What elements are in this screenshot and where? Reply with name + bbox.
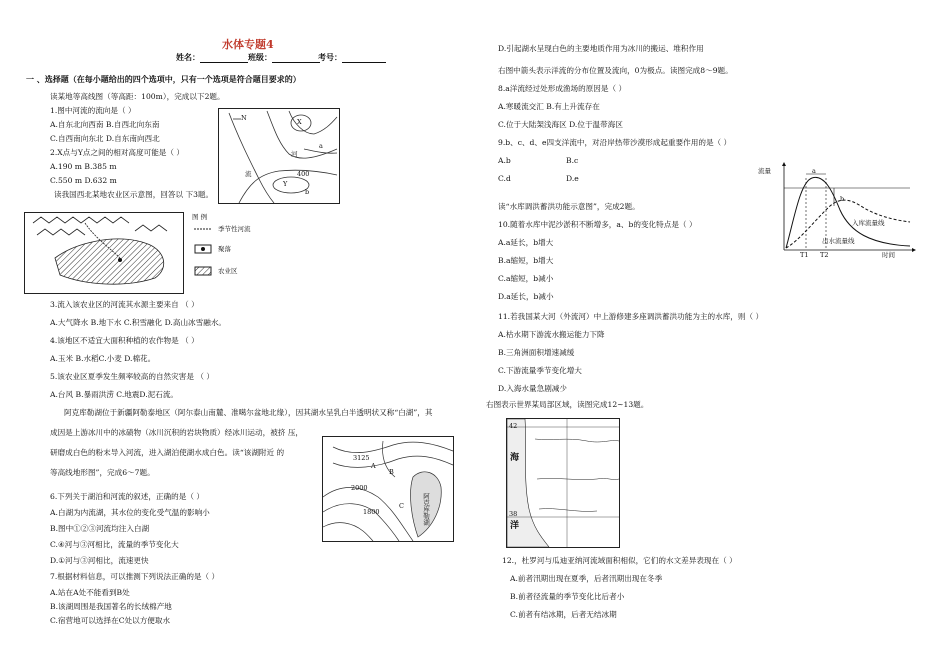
left-line-24: A.站在A处不能看到B处	[50, 588, 130, 597]
left-line-22: D.①河与③河相比，流速更快	[50, 556, 149, 565]
right-line-11: 10.随着水库中泥沙淤积不断增多，a、b的变化特点是（ ）	[498, 220, 697, 229]
lat-38-label: 38	[509, 510, 518, 518]
exam-label: 考号：	[318, 52, 386, 63]
point-a-label: a	[319, 142, 323, 150]
sea-label: 海	[510, 453, 520, 463]
right-line-14: C.a缩短，b减小	[498, 274, 554, 283]
right-line-22: 12.，杜罗河与瓜迪亚纳河流域面积相似，它们的水文差异表现在（ ）	[502, 556, 737, 565]
contour-400-label: 400	[297, 170, 310, 178]
t1-label: T1	[800, 251, 809, 259]
legend-river: 季节性河流	[218, 225, 251, 233]
right-line-2: 8.a洋流经过处形成渔场的原因是（ ）	[498, 84, 627, 93]
right-line-20: D.入海水量急剧减少	[498, 384, 567, 393]
point-C-label: C	[399, 502, 404, 510]
left-line-26: C.宿营地可以选择在C处以方便取水	[50, 616, 171, 625]
left-line-7: 读我国西北某地农业区示意图，回答以 下3题。	[54, 190, 214, 199]
left-line-12: 5.该农业区夏季发生频率较高的自然灾害是 （ ）	[50, 372, 214, 381]
region-map-drawing	[507, 419, 619, 547]
river-label-1: 河	[291, 150, 298, 158]
settlement-icon	[194, 244, 212, 254]
right-line-21: 右图表示世界某局部区域，读图完成12~13题。	[486, 400, 649, 409]
farmland-icon	[194, 266, 212, 276]
x-axis-label: 时间	[882, 251, 895, 259]
left-line-19: A.白湖为内流湖，其水位的变化受气温的影响小	[50, 508, 210, 517]
outflow-label: 出水流量线	[822, 237, 855, 245]
region-map-figure	[506, 418, 620, 548]
left-line-13: A.台风 B.暴雨洪涝 C.地震D.泥石流。	[50, 390, 179, 399]
left-line-2: A.自东北向西南 B.自西北向东南	[50, 120, 160, 129]
y-axis-label: 流量	[758, 167, 771, 175]
right-line-23: A.前者汛期出现在夏季，后者汛期出现在冬季	[510, 574, 663, 583]
point-b-label: b	[305, 188, 310, 196]
x-axis-arrow	[912, 248, 916, 252]
river-label-2: 流	[245, 170, 252, 178]
legend-title: 图 例	[192, 213, 208, 221]
right-line-25: C.前者有结冰期，后者无结冰期	[510, 610, 617, 619]
lake-contour-drawing	[323, 437, 453, 541]
contour-map-drawing	[219, 109, 339, 203]
left-line-11: A.玉米 B.水稻C.小麦 D.棉花。	[50, 354, 156, 363]
t2-label: T2	[820, 251, 829, 259]
a-label: a	[812, 167, 816, 175]
right-line-6: A.b	[498, 156, 511, 165]
left-line-21: C.④河与③河相比，流量的季节变化大	[50, 540, 179, 549]
page-title: 水体专题4	[222, 38, 274, 51]
right-line-12: A.a延长，b增大	[498, 238, 554, 247]
right-line-9: D.e	[566, 174, 579, 183]
name-label: 姓名：	[176, 52, 248, 63]
lake-label: 阿克库勒湖	[422, 493, 430, 526]
b-label: b	[840, 195, 845, 203]
inflow-label: 入库流量线	[852, 219, 885, 227]
left-line-23: 7.根据材料信息，可以推测下列说法正确的是（ ）	[50, 572, 220, 581]
right-line-3: A.寒暖流交汇 B.有上升流存在	[498, 102, 600, 111]
y-axis-arrow	[782, 162, 786, 166]
left-line-0: 读某地等高线图（等高距：100m），完成以下2题。	[50, 92, 225, 101]
right-line-18: B.三角洲面积增速减缓	[498, 348, 575, 357]
right-line-0: D.引起湖水呈现白色的主要地质作用为冰川的搬运、堆积作用	[498, 44, 704, 53]
right-line-15: D.a延长，b减小	[498, 292, 554, 301]
lake-contour-figure	[322, 436, 454, 542]
point-B-label: B	[389, 468, 394, 476]
right-line-8: C.d	[498, 174, 511, 183]
north-label: N	[241, 114, 247, 122]
left-line-20: B.图中①②③河流均注入白湖	[50, 524, 150, 533]
right-line-1: 右图中箭头表示洋流的分布位置及流向，0为极点。读图完成8～9题。	[498, 66, 733, 75]
contour-2000-label: 2000	[351, 484, 368, 492]
left-line-9: A.大气降水 B.地下水 C.积雪融化 D.高山冰雪融水。	[50, 318, 227, 327]
legend-settlement: 聚落	[218, 245, 231, 253]
right-line-7: B.c	[566, 156, 579, 165]
contour-map-figure	[218, 108, 340, 204]
left-line-6: C.550 m D.632 m	[50, 176, 117, 185]
point-x-label: X	[297, 118, 302, 126]
left-line-10: 4.该地区不适宜大面积种植的农作物是 （ ）	[50, 336, 199, 345]
right-line-10: 读“水库调洪蓄洪功能示意图”，完成2题。	[498, 202, 640, 211]
left-line-5: A.190 m B.385 m	[50, 162, 117, 171]
left-line-8: 3.流入该农业区的河流其水源主要来自 （ ）	[50, 300, 199, 309]
right-line-19: C.下游流量季节变化增大	[498, 366, 582, 375]
left-line-4: 2.X点与Y点之间的相对高度可能是（ ）	[50, 148, 184, 157]
left-line-3: C.自西南向东北 D.自东南向西北	[50, 134, 160, 143]
left-line-25: B.该湖周围是我国著名的长绒棉产地	[50, 602, 172, 611]
point-A-label: A	[371, 462, 376, 470]
section-heading: 一 、选择题（在每小题给出的四个选项中，只有一个选项是符合题目要求的）	[26, 74, 301, 84]
lat-42-label: 42	[509, 422, 518, 430]
left-line-14: 阿克库勒湖位于新疆阿勒泰地区（阿尔泰山南麓、准噶尔盆地北缘），因其湖水呈乳白半透明状又称“白湖”，其	[64, 408, 433, 417]
left-line-18: 6.下列关于湖泊和河流的叙述，正确的是（ ）	[50, 492, 204, 501]
point-y-label: Y	[283, 180, 288, 188]
right-line-24: B.前者径流量的季节变化比后者小	[510, 592, 625, 601]
seasonal-river-icon	[194, 224, 212, 234]
agriculture-map-drawing	[25, 213, 183, 293]
right-line-13: B.a缩短，b增大	[498, 256, 554, 265]
agriculture-map-figure	[24, 212, 184, 294]
peak-label: 3125	[353, 454, 370, 462]
right-line-16: 11.若我国某大河（外流河）中上游修建多座调洪蓄洪功能为主的水库，则（ ）	[498, 312, 764, 321]
class-label: 班级：	[248, 52, 320, 63]
right-line-4: C.位于大陆架浅海区 D.位于温带海区	[498, 120, 623, 129]
contour-1800-label: 1800	[363, 508, 380, 516]
legend-farmland: 农业区	[218, 267, 238, 275]
left-line-16: 研磨成白色的粉末导入河流，进入湖泊使湖水成白色。读“该湖附近 的	[50, 448, 285, 457]
right-line-5: 9.b、c、d、e四支洋流中，对沿岸热带沙漠形成起重要作用的是（ ）	[498, 138, 732, 147]
right-line-17: A.枯水期下游流水搬运能力下降	[498, 330, 605, 339]
ocean-label: 洋	[510, 521, 520, 531]
left-line-15: 成因是上游冰川中的冰碛物（冰川沉积的岩块物质）经冰川运动，被挤 压，	[50, 428, 304, 437]
left-line-17: 等高线地形图”，完成6～7题。	[50, 468, 155, 477]
left-line-1: 1.图中河流的流向是（ ）	[50, 106, 136, 115]
